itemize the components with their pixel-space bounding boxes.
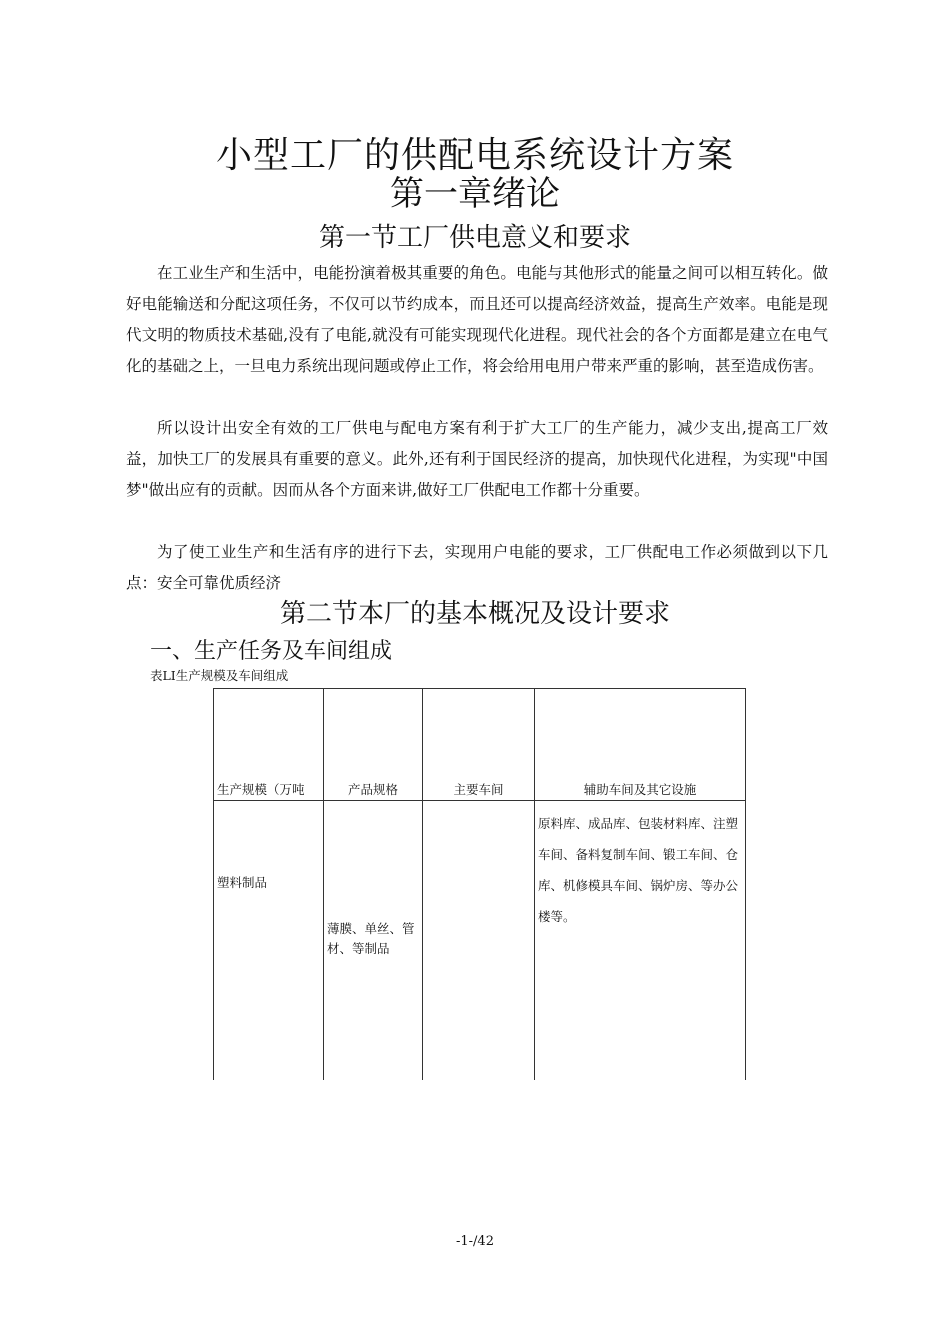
document-title: 小型工厂的供配电系统设计方案	[215, 135, 734, 176]
cell-product-spec: 薄膜、单丝、管材、等制品	[324, 801, 423, 1081]
header-product-spec: 产品规格	[324, 689, 423, 801]
cell-main-workshop	[423, 801, 535, 1081]
paragraph-1: 在工业生产和生活中，电能扮演着极其重要的角色。电能与其他形式的能量之间可以相互转化。做好电能输送和分配这项任务，不仅可以节约成本，而且还可以提高经济效益，提高生产效率。电能是现代文明的物质技术基础,没有了电能,就没有可能实现现代化进程。现代社会的各个方面都是建立在电气化的基础之上，一旦电力系统出现问题或停止工作，将会给用电用户带来严重的影响，甚至造成伤害。	[126, 264, 828, 375]
page-number: -1-/42	[456, 1234, 494, 1249]
header-auxiliary-facilities: 辅助车间及其它设施	[535, 689, 746, 801]
header-main-workshop: 主要车间	[423, 689, 535, 801]
section-heading-2: 第二节本厂的基本概况及设计要求	[279, 599, 670, 629]
cell-auxiliary-facilities: 原料库、成品库、包装材料库、注塑车间、备料复制车间、锻工车间、仓库、机修模具车间、锅炉房、等办公楼等。	[535, 801, 746, 1081]
table-caption: 表LI生产规模及车间组成	[150, 668, 289, 683]
section-heading-1: 第一节工厂供电意义和要求	[318, 223, 631, 253]
production-table	[213, 688, 746, 1080]
subsection-heading: 一、生产任务及车间组成	[150, 639, 393, 664]
table-row	[214, 801, 746, 1081]
chapter-heading: 第一章绪论	[390, 174, 560, 214]
table-header-row	[214, 689, 746, 801]
paragraph-2: 所以设计出安全有效的工厂供电与配电方案有利于扩大工厂的生产能力，减少支出,提高工厂效益，加快工厂的发展具有重要的意义。此外,还有利于国民经济的提高，加快现代化进程，为实现"中国梦"做出应有的贡献。因而从各个方面来讲,做好工厂供配电工作都十分重要。	[126, 419, 828, 499]
cell-production-scale: 塑料制品	[214, 801, 324, 1081]
header-production-scale: 生产规模（万吨	[214, 689, 324, 801]
paragraph-3: 为了使工业生产和生活有序的进行下去，实现用户电能的要求，工厂供配电工作必须做到以下几点：安全可靠优质经济	[126, 543, 828, 592]
